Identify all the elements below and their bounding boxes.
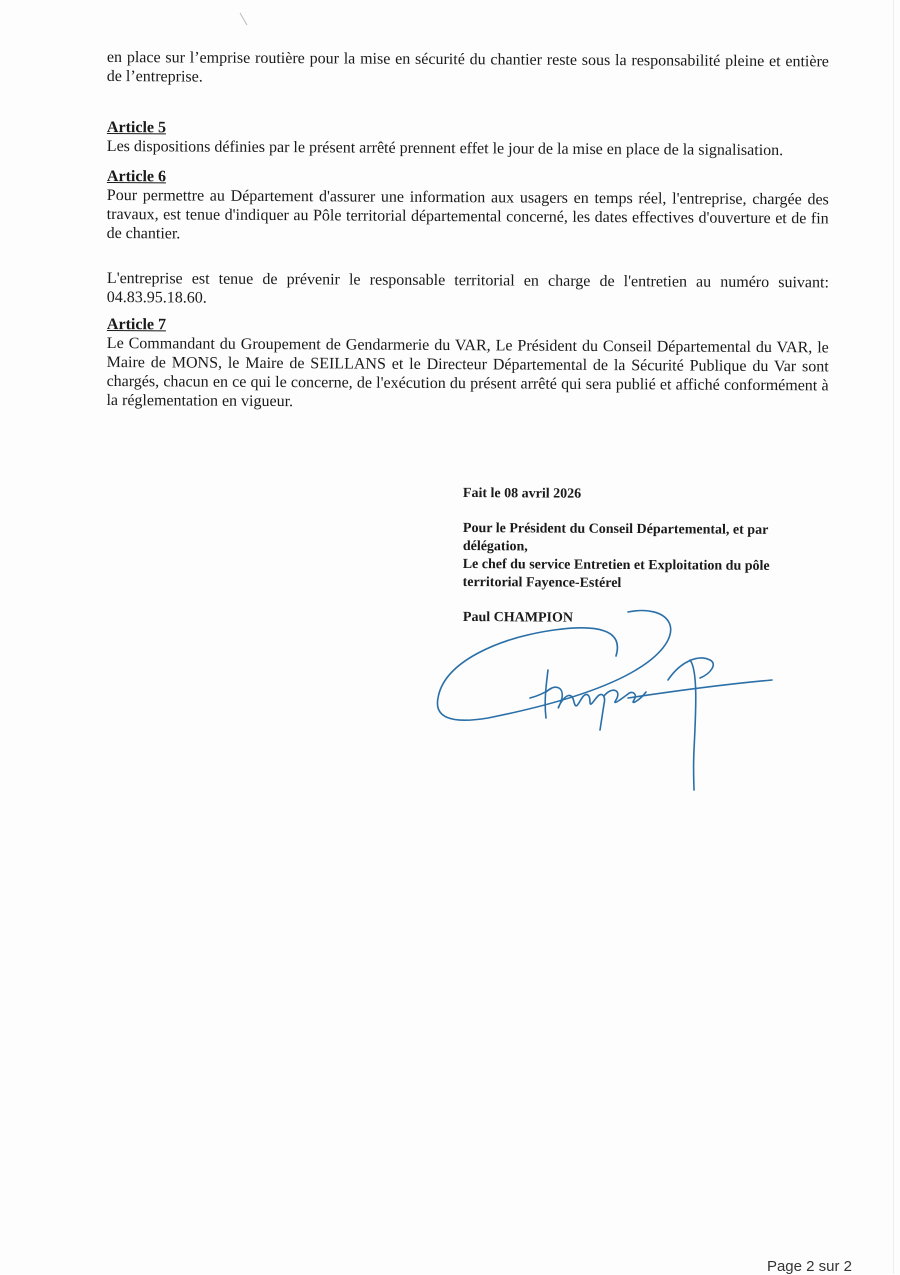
intro-paragraph [107, 48, 829, 90]
article-5-section [107, 118, 829, 160]
article-7-text: Le Commandant du Groupement de Gendarmerie du VAR, Le Président du Conseil Départemental du VAR, le Maire de MONS, le Maire de SEILLANS et le Directeur Départemental de la Sécurité Publique du Var sont chargés, chacun en ce qui le concerne, de l'exécution du présent arrêté qui sera publié et affiché conformément à la réglementation en vigueur. [106, 334, 829, 411]
signer-name: Paul CHAMPION [462, 610, 574, 626]
delegation-block [463, 520, 803, 594]
signature-date [463, 485, 803, 505]
date-line: Fait le 08 avril 2026 [462, 485, 582, 502]
delegation-line-2: Le chef du service Entretien et Exploitation du pôle territorial Fayence-Estérel [462, 556, 770, 591]
article-7-title: Article 7 [106, 315, 167, 334]
article-7-section [106, 315, 829, 414]
article-6-section [107, 167, 829, 247]
intro-text: en place sur l’emprise routière pour la mise en sécurité du chantier reste sous la responsabilité pleine et entière de l’entreprise. [106, 48, 829, 86]
page-edge [893, 0, 894, 1274]
signature-descender-stroke [690, 660, 696, 790]
article-5-title: Article 5 [106, 118, 167, 137]
page-number: Page 2 sur 2 [766, 1258, 852, 1275]
signature-lettering-stroke [530, 670, 646, 730]
signature-flourish-stroke [628, 680, 772, 698]
article-6-second-paragraph [107, 269, 829, 311]
article-6-text: Pour permettre au Département d'assurer une information aux usagers en temps réel, l'entreprise, chargée des travaux, est tenue d'indiquer au Pôle territorial départemental concerné, les dates effectives d'ouverture et de fin de chantier. [106, 186, 829, 243]
scan-mark [240, 13, 248, 26]
article-6-title: Article 6 [106, 167, 167, 186]
article-5-text: Les dispositions définies par le présent arrêté prennent effet le jour de la mise en place de la signalisation. [106, 137, 784, 160]
handwritten-signature [428, 600, 788, 800]
delegation-line-1: Pour le Président du Conseil Départemental, et par délégation, [462, 521, 769, 555]
article-6-text-2: L'entreprise est tenue de prévenir le responsable territorial en charge de l'entretien au numéro suivant: 04.83.95.18.60. [106, 269, 829, 307]
signature-loop-stroke [437, 611, 670, 721]
